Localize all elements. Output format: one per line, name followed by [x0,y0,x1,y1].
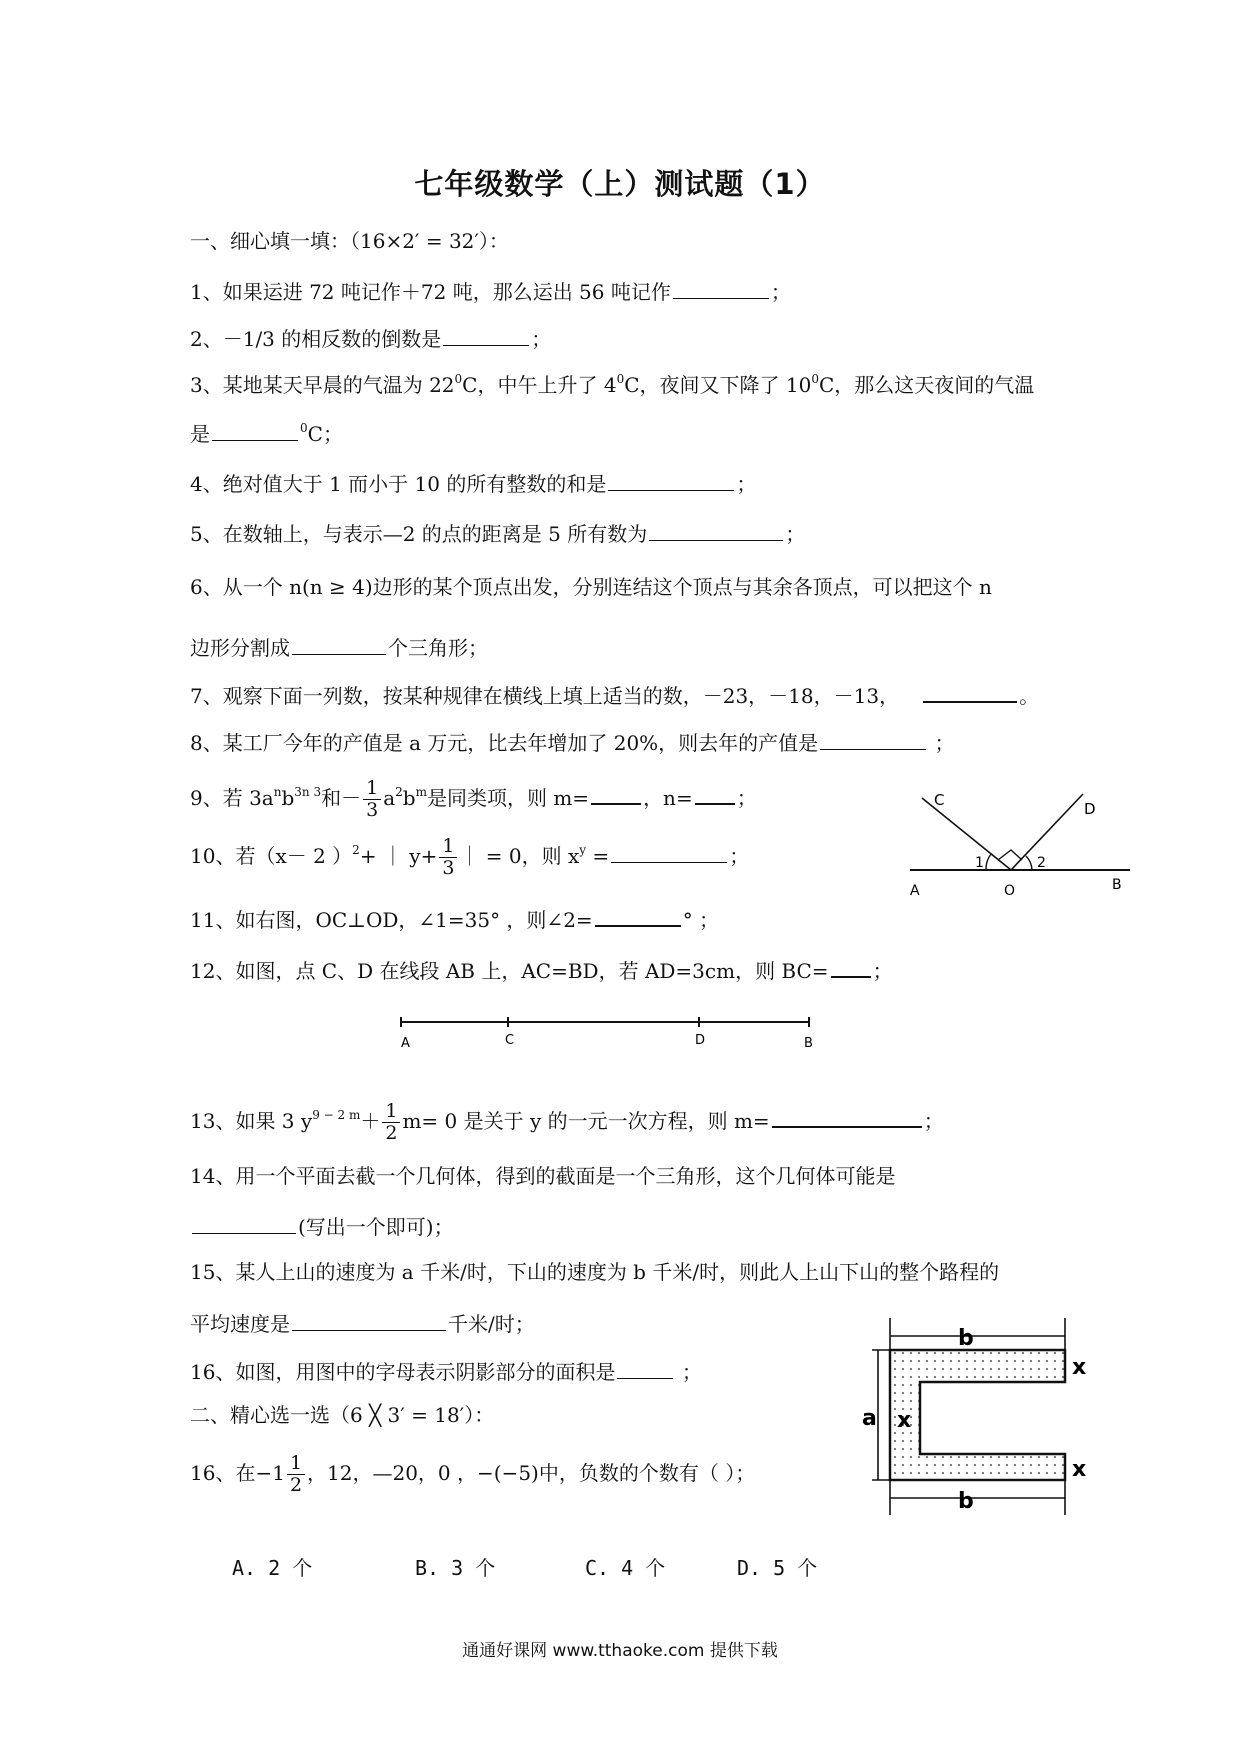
question-12: 12、如图，点 C、D 在线段 AB 上，AC=BD，若 AD=3cm，则 BC= ； [190,956,893,981]
label-b: B [1112,877,1122,893]
answer-blank-7[interactable] [923,681,1017,703]
fraction-one-third: $\frac{1}{3}$ [363,778,381,821]
answer-blank-1[interactable] [673,278,769,299]
answer-blank-14[interactable] [192,1213,296,1234]
page-title: 七年级数学（上）测试题（1） [414,167,826,201]
segment-label-a: A [401,1036,410,1051]
answer-blank-13[interactable] [772,1106,922,1128]
fraction-one-third-2: $\frac{1}{3}$ [439,836,457,879]
answer-blank-16[interactable] [617,1358,673,1379]
question-3: 3、某地某天早晨的气温为 $22^0C$，中午上升了 $4^0C$，夜间又下降了 $10^0C$，那么这天夜间的气温 [190,372,1035,397]
question-1: 1、如果运进 72 吨记作＋72 吨，那么运出 56 吨记作 ； [190,280,791,304]
segment-label-c: C [505,1033,515,1048]
question-9: 9、若 $3a^nb^{3n 3}$和－ $\frac{1}{3}$ $a^2b^m$是同类项，则 m= ，n= ； [190,777,757,821]
question-13: 13、如果 3 $y^{9 - 2 m}+$ $\frac{1}{2}$ m= 0 是关于 y 的一元一次方程，则 m= ； [190,1100,944,1144]
answer-blank-4[interactable] [608,470,734,491]
option-b[interactable]: B. 3 个 [415,1556,496,1580]
option-c[interactable]: C. 4 个 [585,1556,666,1580]
c-shape-figure [860,1310,1100,1530]
question-15: 15、某人上山的速度为 a 千米/时，下山的速度为 b 千米/时，则此人上山下山的整个路程的 [190,1260,1000,1284]
answer-blank-8[interactable] [820,729,926,750]
answer-blank-15[interactable] [292,1310,446,1331]
option-d[interactable]: D. 5 个 [737,1556,818,1580]
question-6-cont: 边形分割成 个三角形； [190,636,488,660]
answer-blank-12[interactable] [831,956,871,978]
label-d: D [1084,800,1096,818]
label-b-bottom: b [958,1489,974,1514]
label-a-side: a [862,1406,877,1431]
answer-blank-6[interactable] [292,634,386,655]
fraction-one-half: $\frac{1}{2}$ [382,1101,400,1144]
question-14: 14、用一个平面去截一个几何体，得到的截面是一个三角形，这个几何体可能是 [190,1164,896,1188]
question-6: 6、从一个 n(n ≥ 4)边形的某个顶点出发，分别连结这个顶点与其余各顶点，可以把这个 n [190,575,992,599]
question-5: 5、在数轴上，与表示—2 的点的距离是 5 所有数为 ； [190,522,806,546]
question-2: 2、－1/3 的相反数的倒数是 ； [190,327,552,351]
question-3-cont: 是 $^0$C； [190,421,343,446]
footer-credit: 通通好课网 www.tthaoke.com 提供下载 [462,1641,778,1661]
angle-figure [900,780,1140,910]
label-x-bottom: x [1072,1457,1087,1482]
question-11: 11、如右图，OC⊥OD，∠1=35° ，则∠2= ° ； [190,905,719,930]
answer-blank-2[interactable] [443,325,529,346]
angle-1-label: 1 [975,855,984,871]
answer-blank-5[interactable] [649,520,783,541]
question-7: 7、观察下面一列数，按某种规律在横线上填上适当的数，－23，－18，－13， 。 [190,681,1039,706]
question-8: 8、某工厂今年的产值是 a 万元，比去年增加了 20%，则去年的产值是 ； [190,731,955,755]
answer-blank-9n[interactable] [695,783,735,805]
question-16: 16、如图，用图中的字母表示阴影部分的面积是 ； [190,1360,702,1384]
answer-blank-9m[interactable] [591,783,641,805]
answer-blank-10[interactable] [611,842,727,863]
angle-2-label: 2 [1037,855,1046,871]
question-4: 4、绝对值大于 1 而小于 10 的所有整数的和是 ； [190,472,757,496]
answer-blank-3[interactable] [212,420,298,441]
question-14-cont: (写出一个即可)； [190,1213,454,1237]
question-10: 10、若（x－ 2 ）$^2$+ ｜ y+ $\frac{1}{3}$ ｜ = 0，则 $x^y$ = ； [190,835,750,879]
segment-label-b: B [804,1036,813,1051]
question-17: 16、在−1 $\frac{1}{2}$ ，12，—20，0 ，−(−5)中，负数的个数有（ ）； [190,1452,756,1496]
answer-blank-11[interactable] [595,905,681,927]
option-a[interactable]: A. 2 个 [232,1556,313,1580]
section-1-heading: 一、细心填一填：（16×2′ = 32′）： [190,229,509,253]
fraction-one-half-2: $\frac{1}{2}$ [287,1453,305,1496]
label-c: C [934,791,945,809]
label-x-inner: x [897,1408,912,1433]
question-15-cont: 平均速度是 千米/时； [190,1312,535,1336]
label-o: O [1004,883,1016,899]
segment-figure [395,1006,825,1056]
label-b-top: b [958,1326,974,1351]
segment-label-d: D [695,1033,706,1048]
section-2-heading: 二、精心选一选（6 ╳ 3′ = 18′）： [190,1403,495,1427]
label-x-top: x [1072,1355,1087,1380]
label-a: A [910,883,920,899]
